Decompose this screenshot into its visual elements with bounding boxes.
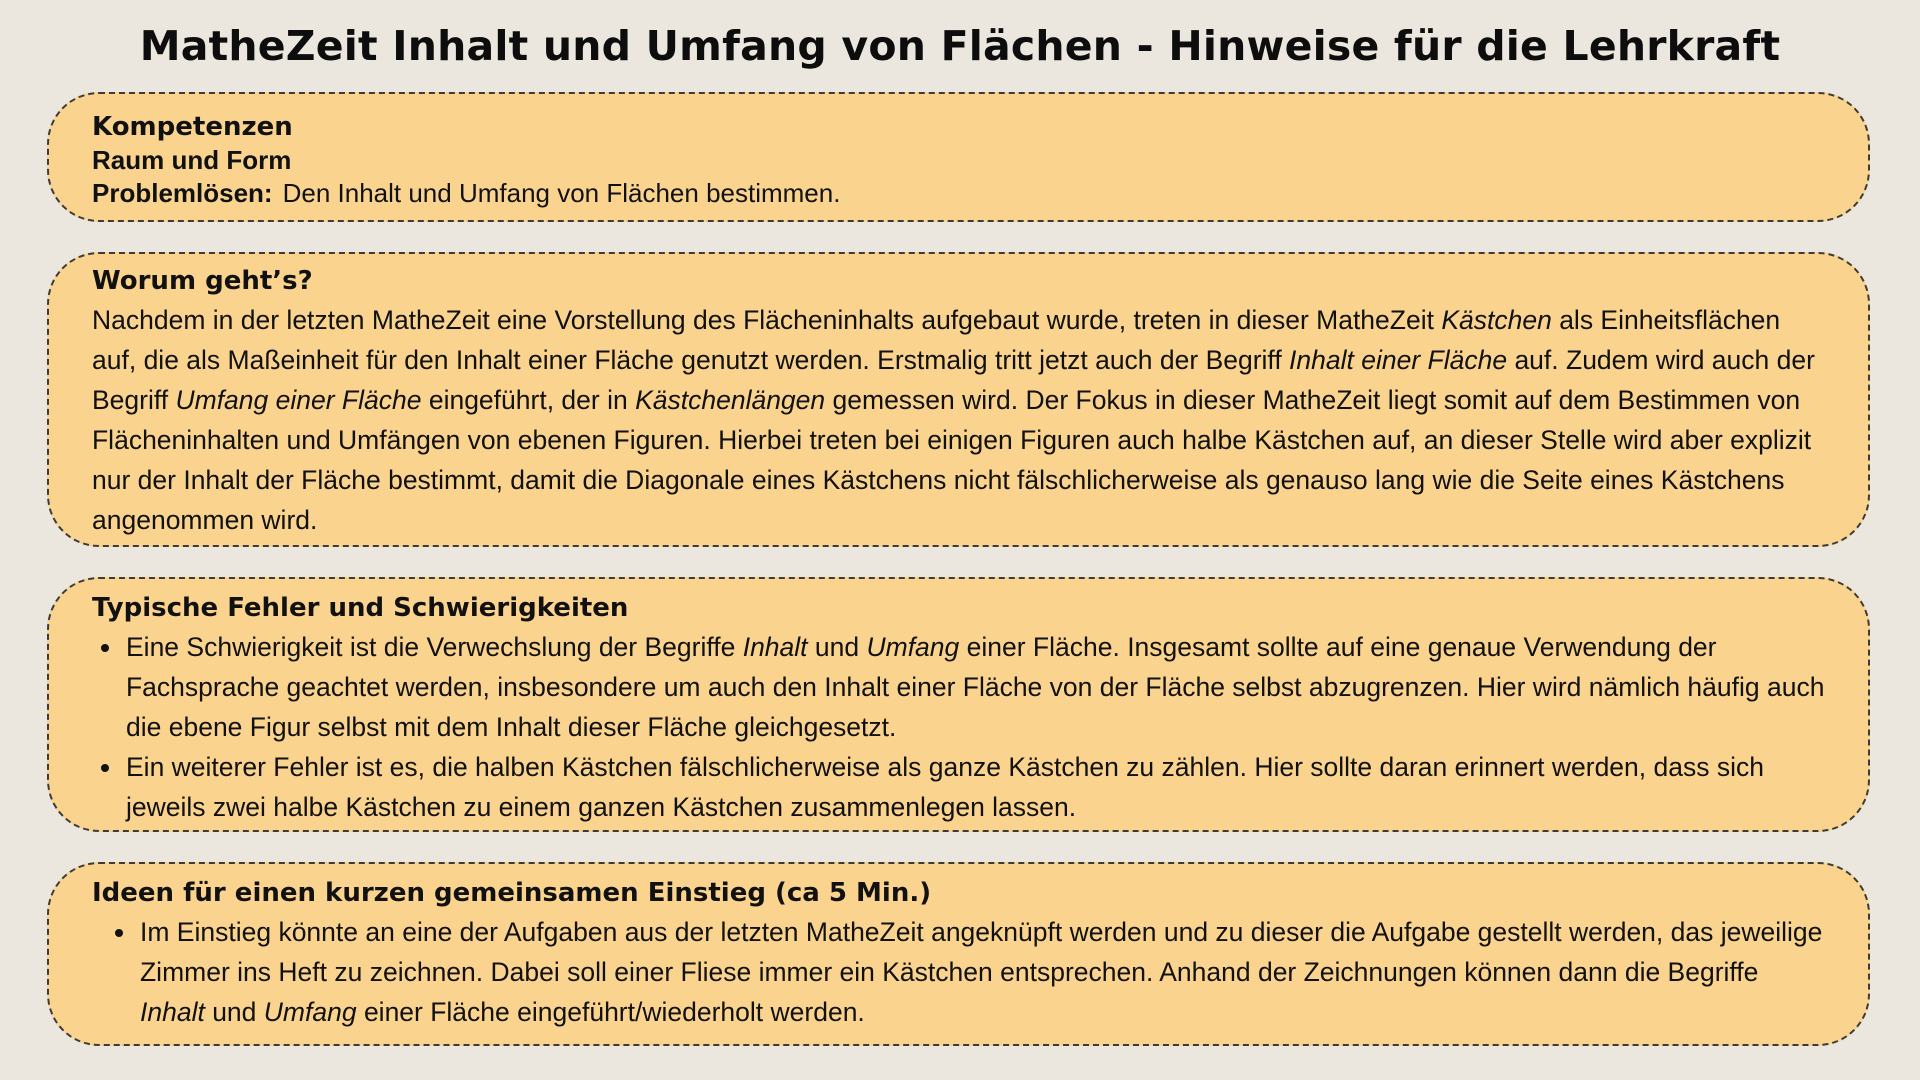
ideen-item1-text-c: einer Fläche eingeführt/wiederholt werden.: [356, 997, 865, 1027]
kompetenz-raum-und-form-label: Raum und Form: [92, 145, 292, 175]
typische-fehler-list: [92, 627, 1828, 827]
ideen-em-inhalt: Inhalt: [140, 997, 205, 1027]
worum-gehts-box: [47, 252, 1870, 547]
problemloesen-text: Den Inhalt und Umfang von Flächen bestimmen.: [282, 178, 841, 208]
typische-fehler-heading: Typische Fehler und Schwierigkeiten: [92, 593, 629, 623]
kompetenz-raum-und-form: [92, 144, 1828, 177]
fehler-item1-text-b: und: [807, 632, 867, 662]
worum-em-kaestchenlaengen: Kästchenlängen: [635, 385, 826, 415]
worum-text-5: gemessen wird. Der Fokus in dieser MatheZeit liegt somit auf dem Bestimmen von Flächeninhalten und Umfängen von ebenen Figuren. Hierbei treten bei einigen Figuren auch halbe Kästchen auf, an dieser Stelle wird aber explizit nur der Inhalt der Fläche bestimmt, damit die Diagonale eines Kästchens nicht fälschlicherweise als genauso lang wie die Seite eines Kästchens angenommen wird.: [92, 385, 1812, 535]
kompetenzen-heading: Kompetenzen: [92, 112, 293, 142]
worum-em-umfang-einer-flaeche: Umfang einer Fläche: [175, 385, 422, 415]
ideen-einstieg-list: [92, 912, 1828, 1032]
worum-text-2: als Einheitsflächen auf, die als Maßeinheit für den Inhalt einer Fläche genutzt werden. Erstmalig tritt jetzt auch der Begriff: [92, 305, 1781, 375]
fehler-item1-text-a: Eine Schwierigkeit ist die Verwechslung der Begriffe: [126, 632, 743, 662]
ideen-einstieg-heading: Ideen für einen kurzen gemeinsamen Einstieg (ca 5 Min.): [92, 878, 932, 908]
kompetenzen-box: [47, 92, 1870, 222]
worum-text-4: eingeführt, der in: [421, 385, 636, 415]
ideen-item1-text-b: und: [204, 997, 264, 1027]
typische-fehler-box: [47, 577, 1870, 832]
ideen-einstieg-box: [47, 862, 1870, 1046]
worum-text-1: Nachdem in der letzten MatheZeit eine Vorstellung des Flächeninhalts aufgebaut wurde, treten in dieser MatheZeit: [92, 305, 1442, 335]
worum-em-inhalt-einer-flaeche: Inhalt einer Fläche: [1289, 345, 1508, 375]
list-item: [124, 627, 1828, 747]
list-item: • Ein weiterer Fehler ist es, die halben Kästchen fälschlicherweise als ganze Kästchen zu zählen. Hier sollte daran erinnert werden, dass sich jeweils zwei halbe Kästchen zu einem ganzen Kästchen zusammenlegen lassen.: [124, 747, 1828, 827]
ideen-item1-text-a: Im Einstieg könnte an eine der Aufgaben aus der letzten MatheZeit angeknüpft werden und zu dieser die Aufgabe gestellt werden, das jeweilige Zimmer ins Heft zu zeichnen. Dabei soll einer Fliese immer ein Kästchen entsprechen. Anhand der Zeichnungen können dann die Begriffe: [140, 917, 1823, 987]
fehler-em-inhalt: Inhalt: [742, 632, 808, 662]
worum-text-3: auf. Zudem wird auch der Begriff: [92, 345, 1815, 415]
page-title: MatheZeit Inhalt und Umfang von Flächen - Hinweise für die Lehrkraft: [139, 22, 1781, 70]
list-item: [138, 912, 1828, 1032]
worum-em-kaestchen: Kästchen: [1441, 305, 1552, 335]
worum-gehts-paragraph: [92, 300, 1828, 540]
worum-gehts-heading: Worum geht’s?: [92, 266, 313, 296]
problemloesen-label: Problemlösen:: [92, 178, 273, 208]
fehler-em-umfang: Umfang: [866, 632, 960, 662]
ideen-em-umfang: Umfang: [263, 997, 357, 1027]
fehler-item1-text-c: einer Fläche. Insgesamt sollte auf eine genaue Verwendung der Fachsprache geachtet werden, insbesondere um auch den Inhalt einer Fläche von der Fläche selbst abzugrenzen. Hier wird nämlich häufig auch die ebene Figur selbst mit dem Inhalt dieser Fläche gleichgesetzt.: [126, 632, 1825, 742]
kompetenz-problemloesen: [92, 177, 1828, 210]
